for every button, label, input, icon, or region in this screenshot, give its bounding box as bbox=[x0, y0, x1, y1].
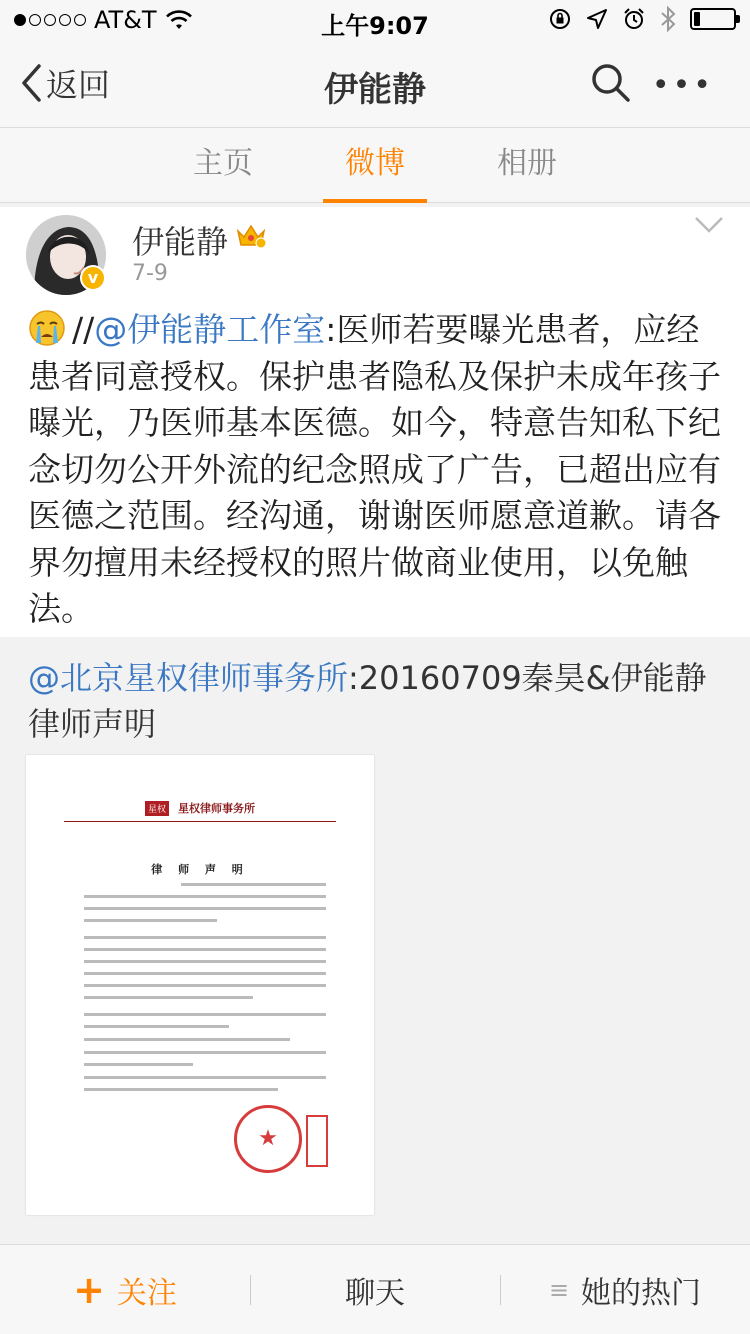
location-icon bbox=[586, 8, 608, 30]
crying-emoji-icon bbox=[28, 309, 66, 347]
hot-posts-label: 她的热门 bbox=[581, 1275, 702, 1311]
doc-header bbox=[26, 797, 374, 816]
repost-image[interactable] bbox=[26, 755, 374, 1215]
firm-logo: 星权 bbox=[145, 801, 169, 816]
mention-link[interactable]: @伊能静工作室 bbox=[94, 310, 326, 349]
repost-body bbox=[28, 655, 728, 747]
status-bar bbox=[0, 0, 750, 40]
doc-title: 律 师 声 明 bbox=[151, 863, 249, 876]
follow-label: 关注 bbox=[116, 1275, 177, 1311]
back-label: 返回 bbox=[46, 66, 111, 104]
alarm-icon bbox=[622, 7, 646, 31]
profile-tabs bbox=[0, 128, 750, 203]
page-title: 伊能静 bbox=[324, 70, 426, 110]
post-prefix: // bbox=[72, 310, 95, 349]
bluetooth-icon bbox=[660, 6, 676, 32]
post-card bbox=[0, 207, 750, 637]
bottom-action-bar bbox=[0, 1244, 750, 1334]
doc-text-lines bbox=[84, 883, 326, 1100]
tab-weibo[interactable]: 微博 bbox=[299, 128, 451, 202]
doc-firm-name: 星权律师事务所 bbox=[178, 802, 256, 815]
chat-label: 聊天 bbox=[345, 1275, 405, 1311]
post-text: :医师若要曝光患者，应经患者同意授权。保护患者隐私及保护未成年孩子曝光，乃医师基本医德。如今，特意告知私下纪念切勿公开外流的纪念照成了广告，已超出应有医德之范围。经沟通，谢谢医师愿意道歉。请各界勿擅用未经授权的照片做商业使用，以免触法。 bbox=[28, 310, 721, 628]
red-seal-icon: ★ bbox=[234, 1105, 302, 1173]
tab-album[interactable]: 相册 bbox=[497, 146, 557, 181]
carrier-label: AT&T bbox=[94, 6, 157, 34]
chat-button[interactable] bbox=[250, 1245, 500, 1334]
doc-divider bbox=[64, 821, 336, 822]
hot-posts-button[interactable] bbox=[500, 1245, 750, 1334]
verified-badge-icon: v bbox=[80, 265, 106, 291]
status-right bbox=[548, 6, 736, 32]
vip-crown-icon[interactable] bbox=[236, 223, 266, 249]
tab-home[interactable]: 主页 bbox=[193, 146, 253, 181]
follow-button[interactable] bbox=[0, 1245, 250, 1334]
battery-icon bbox=[690, 8, 736, 30]
plus-icon: + bbox=[73, 1267, 105, 1312]
status-time: 上午9:07 bbox=[321, 12, 429, 40]
more-options-icon[interactable]: ••• bbox=[651, 68, 714, 103]
rotation-lock-icon bbox=[548, 7, 572, 31]
post-user-name[interactable]: 伊能静 bbox=[132, 223, 229, 261]
repost-text: :20160709秦昊&伊能静律师声明 bbox=[28, 659, 707, 743]
nav-bar bbox=[0, 40, 750, 128]
repost-card[interactable] bbox=[0, 637, 750, 1240]
post-body bbox=[28, 307, 728, 633]
chevron-down-icon[interactable] bbox=[694, 215, 724, 235]
post-date: 7-9 bbox=[132, 261, 168, 286]
red-stamp-icon bbox=[306, 1115, 328, 1167]
search-icon[interactable] bbox=[590, 62, 632, 104]
list-icon: ≡ bbox=[548, 1275, 570, 1304]
battery-level bbox=[694, 12, 700, 26]
repost-mention-link[interactable]: @北京星权律师事务所 bbox=[28, 659, 349, 697]
